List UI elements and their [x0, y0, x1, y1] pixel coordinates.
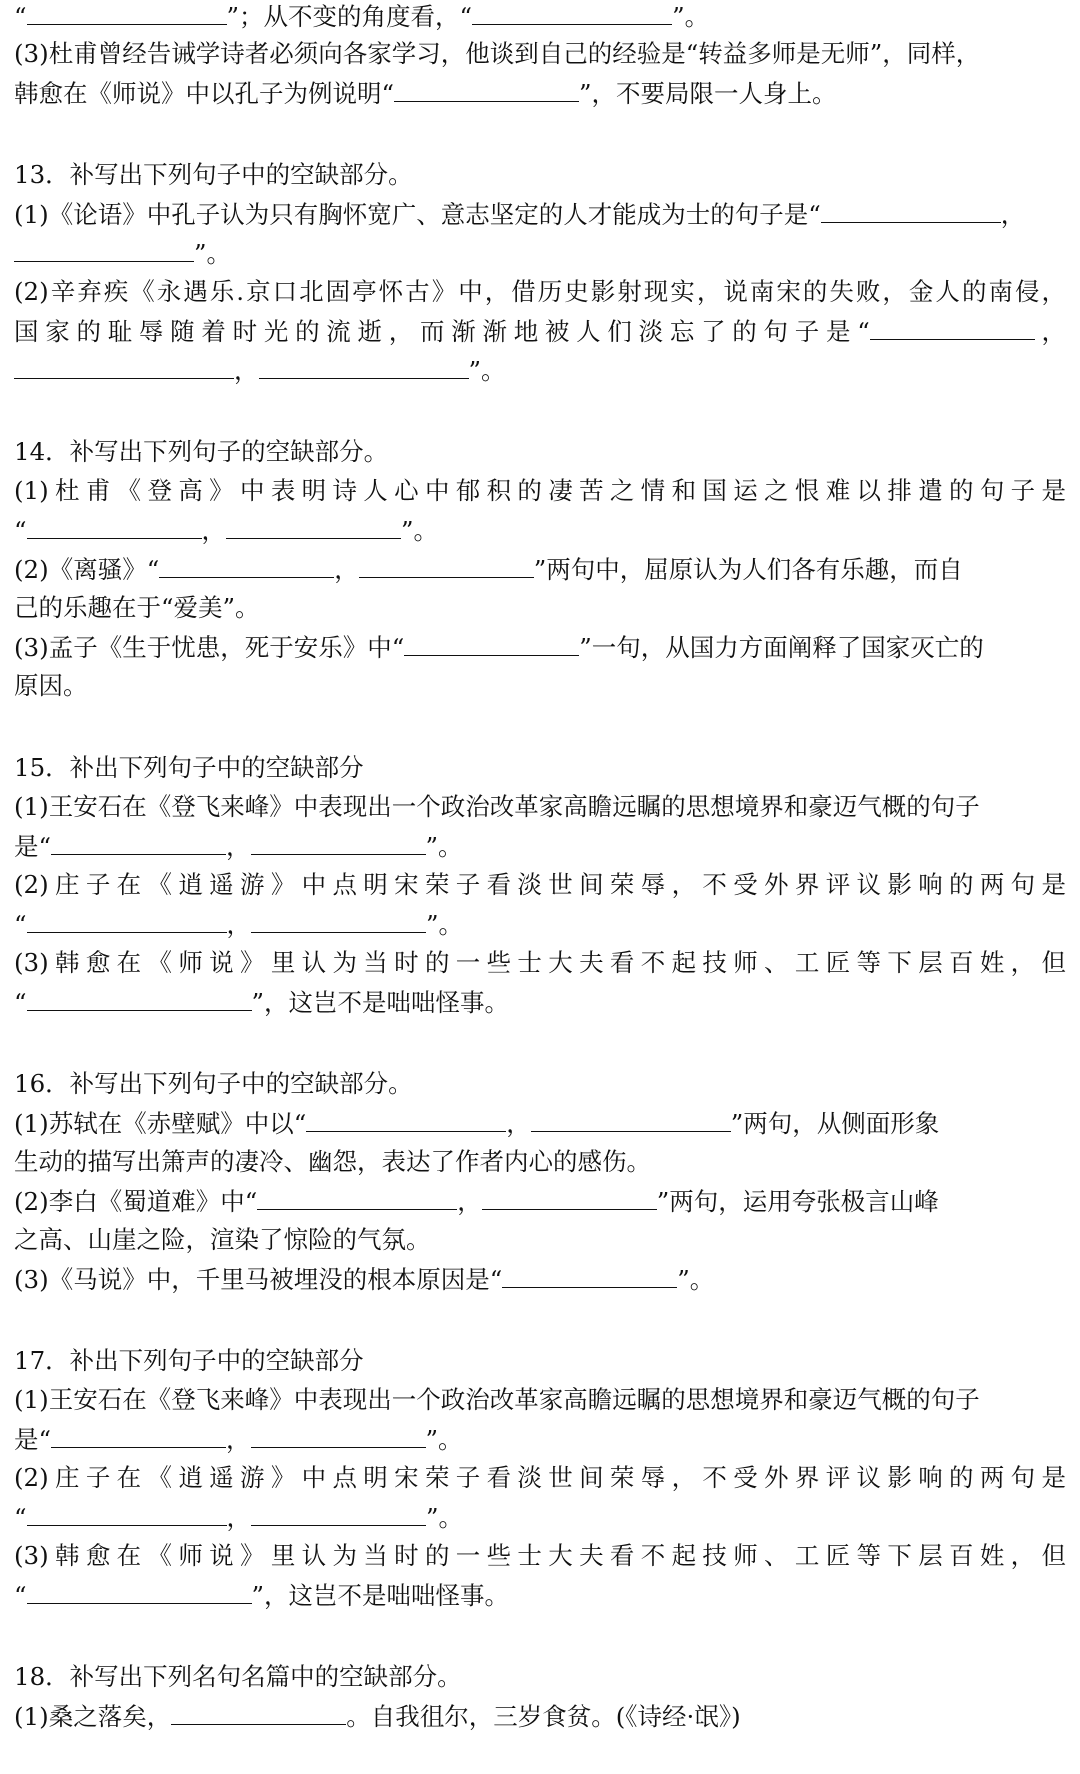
text-line — [14, 1661, 462, 1695]
line-text: (1)王安石在《登飞来峰》中表现出一个政治改革家高瞻远瞩的思想境界和豪迈气概的句子 — [14, 792, 980, 821]
fill-in-blank[interactable] — [306, 1107, 506, 1132]
line-text: 17．补出下列句子中的空缺部分 — [14, 1346, 364, 1375]
line-text: (2)《离骚》“ — [14, 555, 160, 584]
fill-in-blank[interactable] — [27, 514, 202, 539]
line-text: (1)杜甫《登高》中表明诗人心中郁积的凄苦之情和国运之恨难以排遣的句子是 — [14, 476, 1066, 505]
line-text: 生动的描写出箫声的凄冷、幽怨，表达了作者内心的感伤。 — [14, 1147, 651, 1176]
text-line — [14, 1224, 431, 1258]
line-text: ”一句，从国力方面阐释了国家灭亡的 — [579, 633, 984, 662]
text-line — [14, 1263, 714, 1297]
line-text: (1)苏轼在《赤壁赋》中以“ — [14, 1109, 307, 1138]
text-line — [14, 1462, 1066, 1496]
text-line — [14, 1185, 939, 1219]
fill-in-blank[interactable] — [359, 553, 534, 578]
line-text: ， — [226, 910, 252, 939]
line-text: 14．补写出下列句子的空缺部分。 — [14, 437, 389, 466]
line-text: (3)韩愈在《师说》里认为当时的一些士大夫看不起技师、工匠等下层百姓，但 — [14, 948, 1066, 977]
line-text: ， — [457, 1187, 482, 1216]
fill-in-blank[interactable] — [259, 354, 469, 379]
text-line — [14, 752, 364, 786]
line-text: (1)王安石在《登飞来峰》中表现出一个政治改革家高瞻远瞩的思想境界和豪迈气概的句子 — [14, 1385, 980, 1414]
line-text: (3)韩愈在《师说》里认为当时的一些士大夫看不起技师、工匠等下层百姓，但 — [14, 1541, 1066, 1570]
fill-in-blank[interactable] — [251, 1423, 426, 1448]
line-text: ， — [234, 356, 259, 385]
text-line — [14, 0, 709, 34]
line-text: “ — [14, 2, 27, 31]
text-line — [14, 237, 231, 271]
text-line — [14, 631, 984, 665]
fill-in-blank[interactable] — [502, 1263, 677, 1288]
text-line — [14, 1700, 741, 1734]
line-text: ， — [226, 1425, 251, 1454]
line-text: “ — [14, 1581, 27, 1610]
text-line — [14, 670, 88, 704]
line-text: “ — [14, 516, 27, 545]
line-text: “ — [14, 910, 27, 939]
line-text: ”。 — [401, 516, 439, 545]
line-text: (3)杜甫曾经告诫学诗者必须向各家学习，他谈到自己的经验是“转益多师是无师”，同样， — [14, 39, 981, 68]
text-line — [14, 436, 388, 470]
text-line — [14, 1146, 651, 1180]
fill-in-blank[interactable] — [482, 1185, 657, 1210]
fill-in-blank[interactable] — [171, 1700, 346, 1725]
text-line — [14, 38, 980, 72]
line-text: 韩愈在《师说》中以孔子为例说明“ — [14, 79, 395, 108]
fill-in-blank[interactable] — [821, 198, 1001, 223]
line-text: (2)庄子在《逍遥游》中点明宋荣子看淡世间荣辱，不受外界评议影响的两句是 — [14, 870, 1066, 899]
text-line — [14, 553, 963, 587]
text-line — [14, 354, 506, 388]
text-line — [14, 986, 509, 1020]
text-line — [14, 1579, 509, 1613]
line-text: ”。 — [672, 2, 710, 31]
line-text: ”；从不变的角度看，“ — [226, 2, 473, 31]
line-text: ”两句，运用夸张极言山峰 — [656, 1187, 939, 1216]
text-line — [14, 276, 1066, 310]
text-line — [14, 1107, 939, 1141]
line-text: (2)庄子在《逍遥游》中点明宋荣子看淡世间荣辱，不受外界评议影响的两句是 — [14, 1463, 1066, 1492]
line-text: 15．补出下列句子中的空缺部分 — [14, 753, 364, 782]
line-text: ”。 — [426, 1503, 464, 1532]
line-text: ”。 — [425, 1425, 463, 1454]
line-text: ”，不要局限一人身上。 — [579, 79, 837, 108]
fill-in-blank[interactable] — [251, 1501, 426, 1526]
text-line — [14, 1068, 413, 1102]
text-line — [14, 1423, 463, 1457]
line-text: ”，这岂不是咄咄怪事。 — [251, 988, 510, 1017]
line-text: 13．补写出下列句子中的空缺部分。 — [14, 160, 413, 189]
line-text: ， — [226, 832, 251, 861]
line-text: ”。 — [425, 832, 463, 861]
line-text: 是“ — [14, 1425, 52, 1454]
text-line — [14, 1384, 980, 1418]
fill-in-blank[interactable] — [27, 986, 252, 1011]
line-text: (3)孟子《生于忧患，死于安乐》中“ — [14, 633, 405, 662]
fill-in-blank[interactable] — [159, 553, 334, 578]
fill-in-blank[interactable] — [226, 514, 401, 539]
line-text: (1)《论语》中孔子认为只有胸怀宽广、意志坚定的人才能成为士的句子是“ — [14, 200, 821, 229]
fill-in-blank[interactable] — [27, 1501, 227, 1526]
line-text: ”。 — [468, 356, 506, 385]
fill-in-blank[interactable] — [870, 315, 1035, 340]
line-text: 18．补写出下列名句名篇中的空缺部分。 — [14, 1662, 462, 1691]
fill-in-blank[interactable] — [251, 908, 426, 933]
line-text: “ — [14, 988, 27, 1017]
fill-in-blank[interactable] — [27, 0, 227, 25]
text-line — [14, 159, 413, 193]
text-line — [14, 1345, 364, 1379]
text-line — [14, 908, 463, 942]
line-text: ， — [1034, 317, 1066, 346]
text-line — [14, 947, 1066, 981]
line-text: ， — [1000, 200, 1026, 229]
line-text: 16．补写出下列句子中的空缺部分。 — [14, 1069, 413, 1098]
text-line — [14, 1501, 463, 1535]
fill-in-blank[interactable] — [51, 830, 226, 855]
fill-in-blank[interactable] — [51, 1423, 226, 1448]
line-text: 之高、山崖之险，渲染了惊险的气氛。 — [14, 1225, 431, 1254]
fill-in-blank[interactable] — [14, 237, 194, 262]
text-line — [14, 791, 980, 825]
line-text: 国家的耻辱随着时光的流逝，而渐渐地被人们淡忘了的句子是“ — [14, 317, 870, 346]
line-text: 。自我徂尔，三岁食贫。(《诗经·氓》) — [346, 1702, 741, 1731]
text-line — [14, 198, 1025, 232]
text-line — [14, 869, 1066, 903]
text-line — [14, 1540, 1066, 1574]
fill-in-blank[interactable] — [472, 0, 672, 25]
line-text: ， — [506, 1109, 531, 1138]
line-text: 己的乐趣在于“爱美”。 — [14, 593, 260, 622]
line-text: ”。 — [426, 910, 464, 939]
line-text: ”两句中，屈原认为人们各有乐趣，而自 — [533, 555, 963, 584]
fill-in-blank[interactable] — [14, 354, 234, 379]
line-text: 是“ — [14, 832, 52, 861]
line-text: ， — [226, 1503, 252, 1532]
text-line — [14, 514, 438, 548]
line-text: ”两句，从侧面形象 — [730, 1109, 940, 1138]
text-line — [14, 475, 1066, 509]
line-text: ， — [334, 555, 359, 584]
line-text: ， — [201, 516, 227, 545]
line-text: 原因。 — [14, 671, 88, 700]
line-text: “ — [14, 1503, 27, 1532]
text-line — [14, 315, 1066, 349]
line-text: ”。 — [677, 1265, 715, 1294]
line-text: (2)李白《蜀道难》中“ — [14, 1187, 258, 1216]
text-line — [14, 830, 463, 864]
fill-in-blank[interactable] — [27, 908, 227, 933]
line-text: (3)《马说》中，千里马被埋没的根本原因是“ — [14, 1265, 503, 1294]
line-text: ”，这岂不是咄咄怪事。 — [251, 1581, 510, 1610]
text-line — [14, 592, 260, 626]
fill-in-blank[interactable] — [404, 631, 579, 656]
line-text: (1)桑之落矣， — [14, 1702, 172, 1731]
line-text: (2)辛弃疾《永遇乐.京口北固亭怀古》中，借历史影射现实，说南宋的失败，金人的南侵， — [14, 277, 1066, 306]
fill-in-blank[interactable] — [257, 1185, 457, 1210]
fill-in-blank[interactable] — [27, 1579, 252, 1604]
fill-in-blank[interactable] — [251, 830, 426, 855]
text-line — [14, 77, 837, 111]
line-text: ”。 — [194, 239, 232, 268]
fill-in-blank[interactable] — [394, 77, 579, 102]
fill-in-blank[interactable] — [531, 1107, 731, 1132]
